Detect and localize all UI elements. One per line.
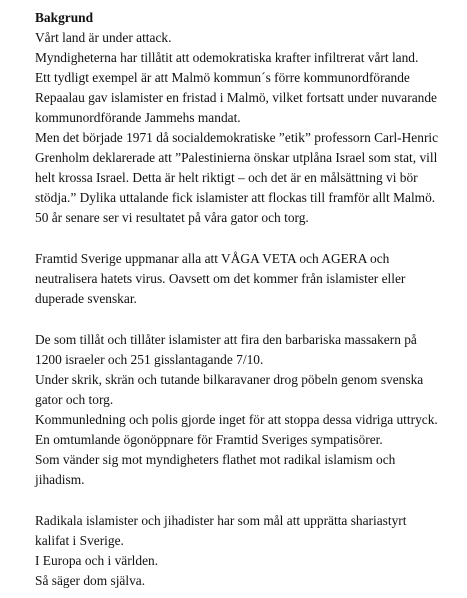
text-line: Men det började 1971 då socialdemokratiske ”etik” professorn Carl-Henric	[35, 130, 439, 145]
paragraph-spacer	[35, 309, 465, 330]
text-line: Radikala islamister och jihadister har som mål att upprätta shariastyrt	[35, 513, 407, 528]
text-line: duperade svenskar.	[35, 291, 137, 306]
text-line: De som tillåt och tillåter islamister att fira den barbariska massakern på	[35, 332, 417, 347]
text-line: En omtumlande ögonöppnare för Framtid Sveriges sympatisörer.	[35, 432, 383, 447]
paragraph-spacer	[35, 490, 465, 511]
text-line: Repaalau gav islamister en fristad i Malmö, vilket fortsatt under nuvarande	[35, 90, 437, 105]
text-line: gator och torg.	[35, 392, 114, 407]
text-line: Grenholm deklarerade att ”Palestinierna önskar utplåna Israel som stat, vill	[35, 150, 438, 165]
text-line: Så säger dom själva.	[35, 573, 146, 588]
text-line: stödja.” Dylika uttalande fick islamister att flockas till framför allt Malmö.	[35, 190, 436, 205]
paragraph-events	[35, 330, 465, 490]
text-line: Ett tydligt exempel är att Malmö kommun´s förre kommunordförande	[35, 70, 410, 85]
paragraph-spacer	[35, 228, 465, 249]
text-line: Myndigheterna har tillåtit att odemokratiska krafter infiltrerat vårt land.	[35, 50, 419, 65]
text-line: neutralisera hatets virus. Oavsett om det kommer från islamister eller	[35, 271, 406, 286]
document-body	[35, 8, 465, 591]
paragraph-background	[35, 28, 465, 228]
text-line: Vårt land är under attack.	[35, 30, 172, 45]
text-line: kalifat i Sverige.	[35, 533, 124, 548]
text-line: Framtid Sverige uppmanar alla att VÅGA VETA och AGERA och	[35, 251, 390, 266]
text-line: Under skrik, skrän och tutande bilkaravaner drog pöbeln genom svenska	[35, 372, 424, 387]
text-line: I Europa och i världen.	[35, 553, 159, 568]
text-line: 1200 israeler och 251 gisslantagande 7/10.	[35, 352, 264, 367]
text-line: jihadism.	[35, 472, 85, 487]
text-line: 50 år senare ser vi resultatet på våra gator och torg.	[35, 210, 309, 225]
text-line: Som vänder sig mot myndigheters flathet mot radikal islamism och	[35, 452, 396, 467]
text-line: helt krossa Israel. Detta är helt riktigt – och det är en målsättning vi bör	[35, 170, 418, 185]
text-line: Kommunledning och polis gjorde inget för att stoppa dessa vidriga uttryck.	[35, 412, 438, 427]
paragraph-call-to-action	[35, 249, 465, 309]
paragraph-conclusion	[35, 511, 465, 591]
text-line: kommunordförande Jammehs mandat.	[35, 110, 241, 125]
section-heading: Bakgrund	[35, 10, 94, 25]
